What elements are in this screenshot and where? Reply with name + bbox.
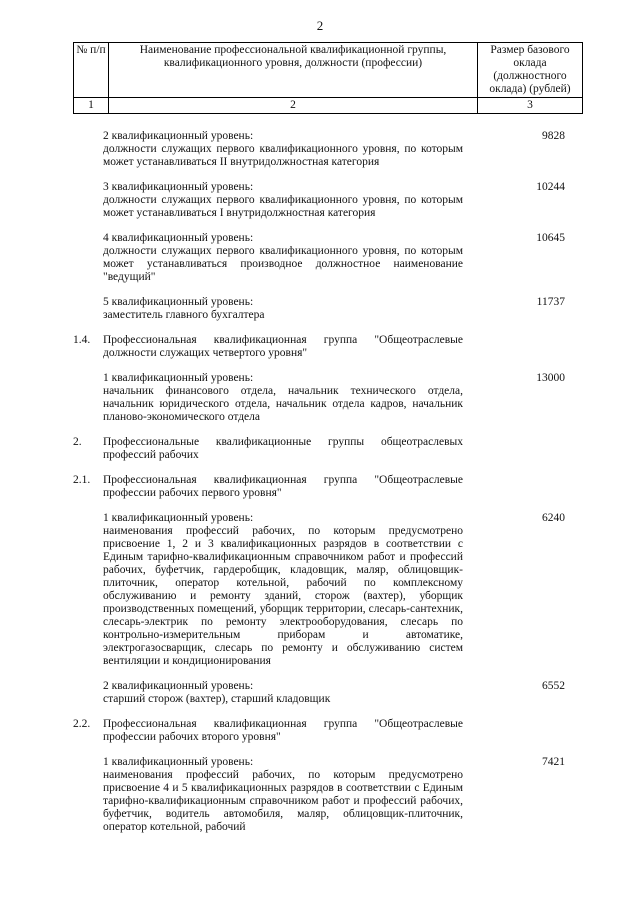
group-title: Профессиональная квалификационная группа "Общеотраслевые должности служащих четвертого уровня" (103, 334, 463, 359)
column-header-number: № п/п (74, 43, 109, 98)
salary-value (463, 474, 583, 500)
table-row (73, 756, 583, 834)
table-row (73, 474, 583, 500)
row-number (73, 232, 103, 284)
column-index-1: 1 (74, 98, 109, 114)
salary-value: 10645 (536, 232, 565, 244)
row-number (73, 680, 103, 706)
row-description (103, 334, 463, 360)
level-title: 4 квалификационный уровень: (103, 232, 254, 244)
table-row (73, 372, 583, 424)
salary-value: 13000 (536, 372, 565, 384)
table-header (73, 42, 583, 114)
salary-value (463, 334, 583, 360)
level-title: 1 квалификационный уровень: (103, 372, 254, 384)
row-description (103, 372, 463, 424)
level-title: 5 квалификационный уровень: (103, 296, 254, 308)
level-title: 3 квалификационный уровень: (103, 181, 254, 193)
column-index-2: 2 (109, 98, 478, 114)
row-number: 1.4. (73, 334, 91, 346)
column-header-salary: Размер базового оклада (должностного оклада) (рублей) (478, 43, 583, 98)
group-title: Профессиональная квалификационная группа "Общеотраслевые профессии рабочих второго уровня" (103, 718, 463, 743)
column-header-name: Наименование профессиональной квалификационной группы, квалификационного уровня, должности (профессии) (109, 43, 478, 98)
salary-value (463, 436, 583, 462)
row-description (103, 436, 463, 462)
column-index-3: 3 (478, 98, 583, 114)
table-row (73, 512, 583, 668)
salary-value: 10244 (536, 181, 565, 193)
row-description (103, 130, 463, 169)
row-description (103, 474, 463, 500)
table-row (73, 334, 583, 360)
level-title: 2 квалификационный уровень: (103, 680, 254, 692)
level-text: наименования профессий рабочих, по которым предусмотрено присвоение 4 и 5 квалификационных разрядов в соответствии с Единым тарифно-квалификационным справочником работ и профессий рабочих, буфетчик, водитель автомобиля, маляр, облицовщик-плиточник, оператор котельной, рабочий (103, 769, 463, 833)
table-body (73, 130, 583, 846)
group-title: Профессиональная квалификационная группа "Общеотраслевые профессии рабочих первого уровня" (103, 474, 463, 499)
salary-value: 9828 (542, 130, 565, 142)
salary-value: 7421 (542, 756, 565, 768)
table-row (73, 232, 583, 284)
row-number: 2. (73, 436, 82, 448)
level-text: должности служащих первого квалификационного уровня, по которым может устанавливаться I внутридолжностная категория (103, 194, 463, 219)
row-description (103, 232, 463, 284)
salary-value: 6240 (542, 512, 565, 524)
level-text: начальник финансового отдела, начальник технического отдела, начальник юридического отдела, начальник отдела кадров, начальник планово-экономического отдела (103, 385, 463, 423)
salary-value (463, 718, 583, 744)
level-title: 1 квалификационный уровень: (103, 512, 254, 524)
row-description (103, 718, 463, 744)
table-row (73, 296, 583, 322)
level-text: старший сторож (вахтер), старший кладовщик (103, 693, 331, 705)
salary-value: 11737 (536, 296, 565, 308)
table-row (73, 181, 583, 220)
row-number: 2.1. (73, 474, 91, 486)
salary-value: 6552 (542, 680, 565, 692)
row-number (73, 756, 103, 834)
row-number (73, 372, 103, 424)
row-description (103, 756, 463, 834)
level-text: заместитель главного бухгалтера (103, 309, 265, 321)
row-description (103, 296, 463, 322)
table-row (73, 436, 583, 462)
row-description (103, 680, 463, 706)
row-number (73, 512, 103, 668)
level-title: 1 квалификационный уровень: (103, 756, 254, 768)
level-title: 2 квалификационный уровень: (103, 130, 254, 142)
row-number: 2.2. (73, 718, 91, 730)
row-number (73, 181, 103, 220)
level-text: должности служащих первого квалификационного уровня, по которым может устанавливаться II внутридолжностная категория (103, 143, 463, 168)
level-text: наименования профессий рабочих, по которым предусмотрено присвоение 1, 2 и 3 квалификационных разрядов в соответствии с Единым тарифно-квалификационным справочником работ и профессий рабочих, буфетчик, гардеробщик, кладовщик, маляр, облицовщик-плиточник, оператор котельной, рабочий по комплексному обслуживанию и ремонту зданий, сторож (вахтер), уборщик производственных помещений, уборщик территории, слесарь-сантехник, слесарь-электрик по ремонту электрооборудования, слесарь по контрольно-измерительным приборам и автоматике, электрогазосварщик, слесарь по ремонту и обслуживанию систем вентиляции и кондиционирования (103, 525, 463, 667)
table-row (73, 680, 583, 706)
group-title: Профессиональные квалификационные группы общеотраслевых профессий рабочих (103, 436, 463, 461)
table-row (73, 130, 583, 169)
level-text: должности служащих первого квалификационного уровня, по которым может устанавливаться производное должностное наименование "ведущий" (103, 245, 463, 283)
page-number: 2 (316, 18, 324, 33)
row-number (73, 296, 103, 322)
row-number (73, 130, 103, 169)
row-description (103, 512, 463, 668)
table-row (73, 718, 583, 744)
row-description (103, 181, 463, 220)
